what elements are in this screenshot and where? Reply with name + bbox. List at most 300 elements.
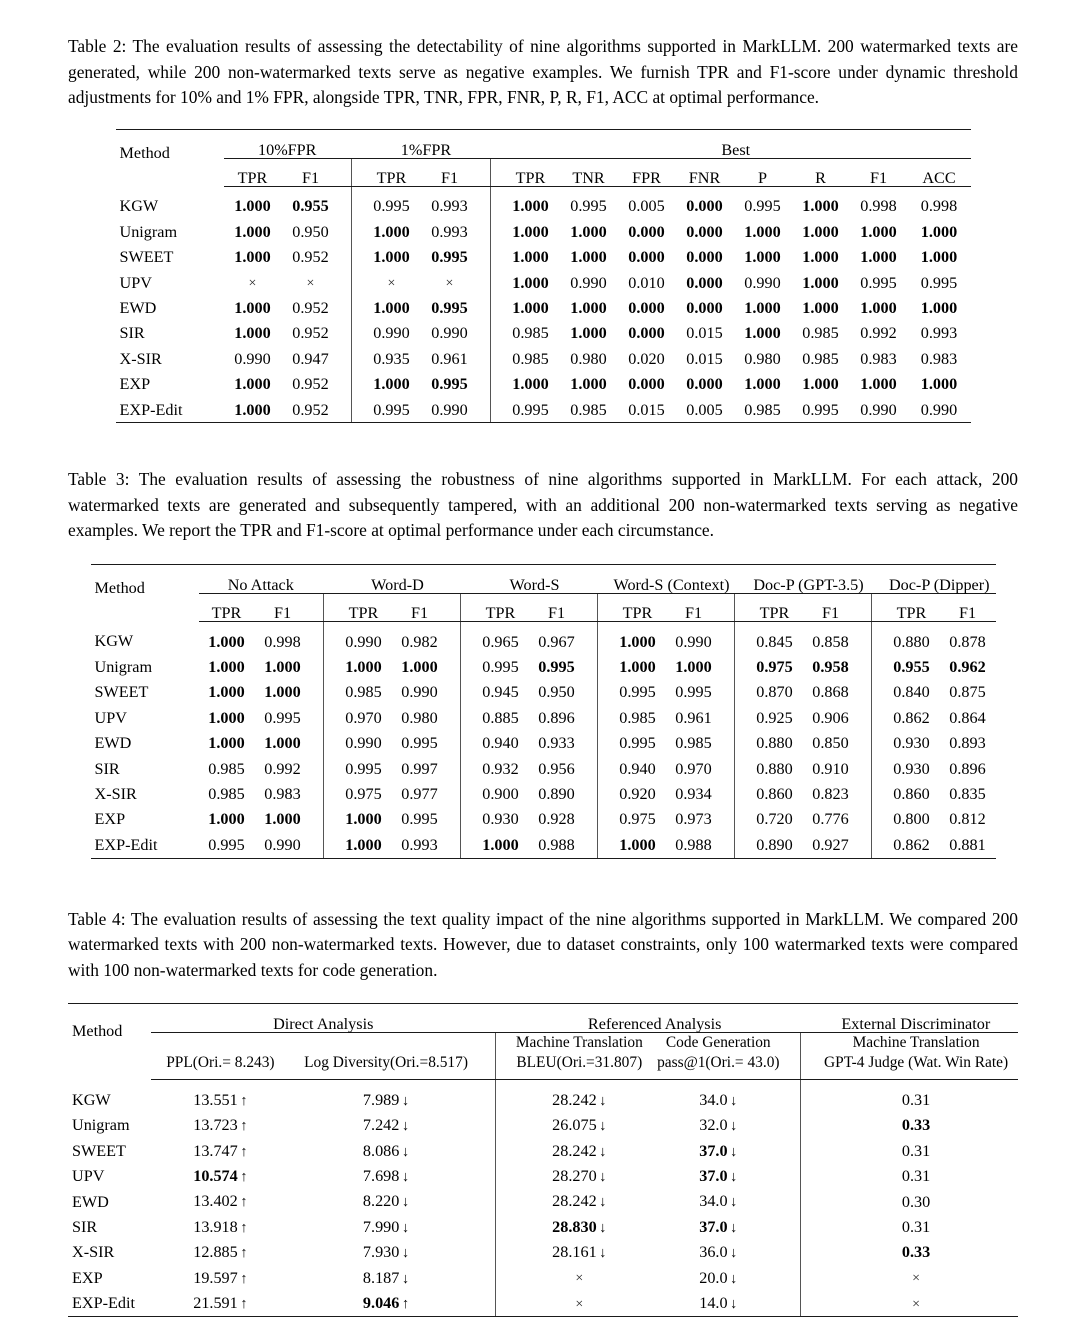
table-cell: 0.890 bbox=[734, 832, 803, 858]
table-cell: 0.31 bbox=[801, 1164, 1018, 1189]
table-row bbox=[116, 219, 971, 244]
row-method-label: EWD bbox=[72, 1192, 109, 1211]
table-cell: 0.995 bbox=[264, 708, 301, 727]
table-row bbox=[68, 1291, 1018, 1317]
table-cell: 9.046 ↑ bbox=[290, 1291, 496, 1317]
table2-body bbox=[116, 129, 971, 186]
table-cell: 0.995 bbox=[460, 654, 529, 679]
table-cell: 0.955 bbox=[871, 654, 940, 679]
table3-caption: Table 3: The evaluation results of assessing the robustness of nine algorithms supported in MarkLLM. For each attack, 200 watermarked texts are generated and subsequently tampered, with an additional 200 non-watermarked texts serving as negative examples. We report the TPR and F1-score at optimal performance under each circumstance. bbox=[68, 469, 1018, 541]
table-cell: 0.015 bbox=[686, 324, 723, 343]
table-cell: 0.998 bbox=[920, 197, 958, 216]
table2-subheader-f1-best: F1 bbox=[850, 158, 908, 186]
row-method-label: EXP-Edit bbox=[91, 832, 199, 858]
table-cell: 28.270 ↓ bbox=[496, 1164, 650, 1189]
row-method-label: UPV bbox=[94, 708, 127, 727]
table-cell: 0.975 bbox=[734, 654, 803, 679]
table-cell: 0.005 bbox=[628, 197, 665, 216]
table-cell: 1.000 bbox=[860, 248, 897, 267]
table-row bbox=[91, 705, 996, 730]
table-cell: 0.928 bbox=[538, 810, 575, 829]
arrow-up-icon: ↑ bbox=[240, 1270, 248, 1287]
table-row bbox=[68, 1138, 1018, 1163]
table-cell: 21.591 ↑ bbox=[151, 1291, 290, 1317]
table4-subheader-mt-line2: BLEU(Ori.=31.807) bbox=[516, 1054, 643, 1072]
table-cell: 0.955 bbox=[292, 197, 329, 216]
table4-subheader-cg-line2: pass@1(Ori.= 43.0) bbox=[657, 1054, 780, 1072]
table-cell: 1.000 bbox=[802, 222, 839, 241]
table-cell: 0.935 bbox=[351, 346, 421, 371]
table-cell: 34.0 ↓ bbox=[699, 1192, 738, 1211]
table-row bbox=[91, 680, 996, 705]
table-cell: 0.000 bbox=[628, 248, 665, 267]
table-cell: 0.952 bbox=[292, 298, 329, 317]
table-cell: 1.000 bbox=[490, 270, 560, 295]
table2-subheader-f1-10fpr: F1 bbox=[282, 158, 352, 186]
table-cell: 1.000 bbox=[860, 375, 897, 394]
table3-sub-header-row bbox=[91, 594, 996, 622]
table-cell: 28.830 ↓ bbox=[496, 1214, 650, 1239]
table-cell: 1.000 bbox=[744, 298, 781, 317]
table-cell: 28.242 ↓ bbox=[496, 1138, 650, 1163]
table-cell: 0.995 bbox=[538, 658, 575, 677]
table4-caption: Table 4: The evaluation results of assessing the text quality impact of the nine algorithms supported in MarkLLM. We compared 200 watermarked texts with 200 non-watermarked texts. However, due to dataset constraints, only 100 watermarked texts were compared with 100 non-watermarked texts for code generation. bbox=[68, 908, 1018, 980]
table4-subheader-logdiv-line2: Log Diversity(Ori.=8.517) bbox=[304, 1054, 468, 1072]
table3-group-docp-dipper: Doc-P (Dipper) bbox=[871, 565, 996, 594]
table-cell: 34.0 ↓ bbox=[699, 1090, 738, 1109]
table-cell: 0.990 bbox=[323, 622, 392, 655]
table-cell: 0.990 bbox=[323, 731, 392, 756]
table4-group-external-discriminator: External Discriminator bbox=[801, 1004, 1018, 1033]
table-cell: 0.950 bbox=[538, 683, 575, 702]
table3-group-header-row bbox=[91, 565, 996, 594]
arrow-down-icon: ↓ bbox=[730, 1118, 738, 1135]
table-row bbox=[68, 1240, 1018, 1265]
row-method-label: SWEET bbox=[119, 248, 174, 267]
table4-group-referenced-analysis: Referenced Analysis bbox=[496, 1004, 801, 1033]
table-cell: 0.990 bbox=[234, 349, 271, 368]
row-method-label: EXP bbox=[72, 1268, 103, 1287]
table-cell: 1.000 bbox=[234, 375, 271, 394]
table4-subheader-gpt4-line1: Machine Translation bbox=[852, 1034, 980, 1052]
table-cell: 1.000 bbox=[570, 248, 607, 267]
table-cell: 0.995 bbox=[431, 298, 468, 317]
table-row bbox=[68, 1080, 1018, 1113]
table-cell: 1.000 bbox=[570, 298, 607, 317]
table-row bbox=[116, 346, 971, 371]
table-cell: 0.940 bbox=[597, 756, 666, 781]
table-row bbox=[91, 731, 996, 756]
table-cell: 0.965 bbox=[460, 622, 529, 655]
table-row bbox=[91, 832, 996, 858]
row-method-label: SIR bbox=[119, 324, 145, 343]
table4-subheader-machine-translation-bleu bbox=[496, 1033, 650, 1080]
table-cell: 1.000 bbox=[744, 248, 781, 267]
arrow-down-icon: ↓ bbox=[401, 1194, 410, 1211]
table-cell: 0.812 bbox=[949, 810, 986, 829]
table-cell: 0.858 bbox=[812, 632, 849, 651]
table3-group-no-attack: No Attack bbox=[199, 565, 324, 594]
arrow-down-icon: ↓ bbox=[730, 1194, 738, 1211]
table-cell: 20.0 ↓ bbox=[699, 1268, 738, 1287]
table-cell: 0.990 bbox=[401, 683, 438, 702]
table-cell: 0.982 bbox=[401, 632, 438, 651]
arrow-down-icon: ↓ bbox=[401, 1168, 410, 1185]
table-cell: 1.000 bbox=[920, 248, 958, 267]
row-method-label: KGW bbox=[119, 197, 159, 216]
arrow-down-icon: ↓ bbox=[730, 1270, 738, 1287]
table2-caption: Table 2: The evaluation results of assessing the detectability of nine algorithms supported in MarkLLM. 200 watermarked texts are generated, while 200 non-watermarked texts serve as negative examples. We furnish TPR and F1-score under dynamic threshold adjustments for 10% and 1% FPR, alongside TPR, TNR, FPR, FNR, P, R, F1, ACC at optimal performance. bbox=[68, 36, 1018, 108]
table-cell: 0.985 bbox=[208, 785, 245, 804]
table-cell: × bbox=[351, 270, 421, 295]
table-cell: 0.958 bbox=[812, 658, 849, 677]
table-cell: 0.896 bbox=[949, 759, 986, 778]
row-method-label: SWEET bbox=[72, 1141, 126, 1160]
table-cell: 1.000 bbox=[264, 810, 301, 829]
table-cell: 1.000 bbox=[570, 324, 607, 343]
row-method-label: SIR bbox=[72, 1217, 98, 1236]
table4-subheader-code-generation bbox=[649, 1033, 800, 1080]
table-row bbox=[116, 295, 971, 320]
table-cell: 0.995 bbox=[860, 273, 897, 292]
table-row bbox=[116, 321, 971, 346]
table2-subheader-acc: ACC bbox=[908, 158, 971, 186]
table-cell: 0.995 bbox=[431, 375, 468, 394]
table-cell: 7.242 ↓ bbox=[362, 1116, 410, 1135]
table-cell: 8.187 ↓ bbox=[362, 1268, 410, 1287]
table4-header bbox=[68, 1004, 1018, 1080]
table-cell: 0.33 bbox=[801, 1240, 1018, 1265]
arrow-down-icon: ↓ bbox=[401, 1219, 410, 1236]
table-cell: 1.000 bbox=[323, 807, 392, 832]
table-cell: 0.823 bbox=[812, 785, 849, 804]
row-method-label: KGW bbox=[94, 632, 134, 651]
table3-subheader-tpr-4: TPR bbox=[597, 594, 666, 622]
table-cell: 13.918 ↑ bbox=[193, 1217, 248, 1236]
table-cell: 0.997 bbox=[401, 759, 438, 778]
table-row bbox=[116, 245, 971, 270]
table-cell: 1.000 bbox=[208, 683, 245, 702]
table-cell: 0.880 bbox=[734, 756, 803, 781]
table-cell: × bbox=[801, 1291, 1018, 1317]
table-row bbox=[68, 1265, 1018, 1290]
table-cell: 26.075 ↓ bbox=[496, 1113, 650, 1138]
table2-subheader-tnr: TNR bbox=[560, 158, 618, 186]
table3-subheader-f1-4: F1 bbox=[666, 594, 735, 622]
table-cell: 0.945 bbox=[460, 680, 529, 705]
table-cell: 1.000 bbox=[401, 658, 438, 677]
table-cell: 0.000 bbox=[686, 248, 723, 267]
table-cell: 1.000 bbox=[744, 324, 781, 343]
table-cell: 0.993 bbox=[431, 222, 468, 241]
table-row bbox=[68, 1113, 1018, 1138]
row-method-label: EXP-Edit bbox=[68, 1291, 151, 1317]
table-row bbox=[116, 397, 971, 423]
table-cell: 1.000 bbox=[351, 372, 421, 397]
row-method-label: UPV bbox=[72, 1167, 105, 1186]
table2-data-rows bbox=[116, 186, 971, 423]
table3-group-word-s-context: Word-S (Context) bbox=[597, 565, 734, 594]
arrow-down-icon: ↓ bbox=[401, 1118, 410, 1135]
table4-sub-header-row bbox=[68, 1033, 1018, 1080]
arrow-up-icon: ↑ bbox=[401, 1295, 410, 1312]
table-cell: 0.010 bbox=[628, 273, 665, 292]
table2-subheader-tpr-10fpr: TPR bbox=[224, 158, 282, 186]
table4-subheader-log-diversity bbox=[290, 1033, 496, 1080]
table-cell: 0.000 bbox=[686, 298, 723, 317]
table3-subheader-f1-6: F1 bbox=[940, 594, 996, 622]
table-cell: 0.990 bbox=[675, 632, 712, 651]
table-cell: 1.000 bbox=[597, 622, 666, 655]
table-cell: 36.0 ↓ bbox=[699, 1243, 738, 1262]
table-cell: 1.000 bbox=[570, 375, 607, 394]
table-cell: 0.880 bbox=[871, 622, 940, 655]
table-cell: 1.000 bbox=[802, 248, 839, 267]
table-cell: 0.896 bbox=[538, 708, 575, 727]
table-cell: 0.995 bbox=[401, 810, 438, 829]
table-cell: 0.720 bbox=[734, 807, 803, 832]
row-method-label: EXP bbox=[94, 810, 126, 829]
table-cell: 0.998 bbox=[264, 632, 301, 651]
table-cell: 0.927 bbox=[803, 832, 872, 858]
arrow-up-icon: ↑ bbox=[240, 1295, 248, 1312]
table-cell: 1.000 bbox=[920, 222, 958, 241]
table-cell: 1.000 bbox=[208, 810, 245, 829]
row-method-label: UPV bbox=[119, 273, 152, 292]
table-cell: 0.880 bbox=[734, 731, 803, 756]
table-cell: 1.000 bbox=[860, 222, 897, 241]
table-cell: 0.900 bbox=[460, 781, 529, 806]
table-cell: 0.933 bbox=[538, 734, 575, 753]
table-cell: 14.0 ↓ bbox=[649, 1291, 800, 1317]
table-cell: 1.000 bbox=[264, 734, 301, 753]
table-cell: 0.995 bbox=[431, 248, 468, 267]
table-cell: 1.000 bbox=[351, 245, 421, 270]
arrow-down-icon: ↓ bbox=[599, 1143, 607, 1160]
table-row bbox=[116, 372, 971, 397]
table4 bbox=[68, 1003, 1018, 1317]
table2-subheader-fnr: FNR bbox=[676, 158, 734, 186]
table-cell: 1.000 bbox=[490, 372, 560, 397]
table-cell: 1.000 bbox=[490, 186, 560, 219]
row-method-label: EWD bbox=[94, 734, 132, 753]
table-cell: 1.000 bbox=[264, 658, 301, 677]
arrow-down-icon: ↓ bbox=[599, 1092, 607, 1109]
table3-subheader-f1-2: F1 bbox=[392, 594, 461, 622]
row-method-label: X-SIR bbox=[94, 785, 137, 804]
table-cell: 0.985 bbox=[208, 759, 245, 778]
table-cell: 0.990 bbox=[908, 397, 971, 423]
arrow-down-icon: ↓ bbox=[730, 1143, 738, 1160]
table-cell: 1.000 bbox=[860, 298, 897, 317]
table-row bbox=[68, 1189, 1018, 1214]
table-cell: × bbox=[445, 276, 454, 292]
table3 bbox=[91, 564, 996, 859]
table-cell: 0.985 bbox=[490, 321, 560, 346]
arrow-up-icon: ↑ bbox=[240, 1245, 248, 1262]
table-cell: 1.000 bbox=[802, 273, 839, 292]
arrow-down-icon: ↓ bbox=[599, 1118, 607, 1135]
table-cell: 0.850 bbox=[812, 734, 849, 753]
table4-data-rows bbox=[68, 1080, 1018, 1317]
arrow-down-icon: ↓ bbox=[730, 1295, 738, 1312]
arrow-down-icon: ↓ bbox=[401, 1245, 410, 1262]
table-cell: 1.000 bbox=[234, 324, 271, 343]
table-cell: 37.0 ↓ bbox=[699, 1217, 738, 1236]
table-cell: 1.000 bbox=[490, 219, 560, 244]
table-cell: 0.910 bbox=[812, 759, 849, 778]
table-cell: 10.574 ↑ bbox=[193, 1166, 248, 1185]
arrow-down-icon: ↓ bbox=[401, 1270, 410, 1287]
table4-container bbox=[68, 1003, 1018, 1317]
table2-sub-header-row bbox=[116, 158, 971, 186]
row-method-label: KGW bbox=[72, 1090, 111, 1109]
table-cell: 0.985 bbox=[490, 346, 560, 371]
table-cell: 28.161 ↓ bbox=[496, 1240, 650, 1265]
table-cell: 0.995 bbox=[570, 197, 607, 216]
table3-container bbox=[68, 564, 1018, 859]
table-cell: 0.000 bbox=[628, 222, 665, 241]
table-cell: 0.005 bbox=[676, 397, 734, 423]
table3-subheader-tpr-3: TPR bbox=[460, 594, 529, 622]
table-cell: 1.000 bbox=[744, 375, 781, 394]
table-cell: 0.934 bbox=[675, 785, 712, 804]
table-cell: × bbox=[248, 276, 257, 292]
table-cell: 0.990 bbox=[351, 321, 421, 346]
table4-subheader-gpt4-line2: GPT-4 Judge (Wat. Win Rate) bbox=[824, 1054, 1009, 1072]
table-cell: 1.000 bbox=[920, 375, 958, 394]
table-cell: 32.0 ↓ bbox=[699, 1116, 738, 1135]
arrow-down-icon: ↓ bbox=[599, 1245, 607, 1262]
table-cell: 0.31 bbox=[801, 1138, 1018, 1163]
table2 bbox=[116, 129, 971, 424]
table2-subheader-p: P bbox=[734, 158, 792, 186]
table-cell: 1.000 bbox=[264, 683, 301, 702]
table-cell: 0.930 bbox=[460, 807, 529, 832]
table-cell: 1.000 bbox=[460, 832, 529, 858]
table-cell: 1.000 bbox=[224, 397, 282, 423]
table4-method-header: Method bbox=[68, 1004, 151, 1080]
table-cell: 0.776 bbox=[812, 810, 849, 829]
table-cell: 0.985 bbox=[597, 705, 666, 730]
table-cell: 0.878 bbox=[949, 632, 986, 651]
table-cell: 7.990 ↓ bbox=[362, 1217, 410, 1236]
arrow-down-icon: ↓ bbox=[599, 1219, 607, 1236]
table2-group-best: Best bbox=[490, 129, 971, 158]
arrow-down-icon: ↓ bbox=[401, 1092, 410, 1109]
table2-subheader-tpr-best: TPR bbox=[490, 158, 560, 186]
table-cell: 1.000 bbox=[208, 658, 245, 677]
row-method-label: EWD bbox=[119, 298, 157, 317]
table2-subheader-fpr: FPR bbox=[618, 158, 676, 186]
table-cell: 0.992 bbox=[860, 324, 897, 343]
table-cell: 0.990 bbox=[431, 324, 468, 343]
table-cell: 0.995 bbox=[920, 273, 958, 292]
table-cell: 0.906 bbox=[812, 708, 849, 727]
table4-subheader-mt-line1: Machine Translation bbox=[515, 1034, 643, 1052]
table-cell: 0.940 bbox=[460, 731, 529, 756]
table-cell: 0.930 bbox=[871, 756, 940, 781]
table-row bbox=[68, 1164, 1018, 1189]
arrow-down-icon: ↓ bbox=[730, 1092, 738, 1109]
table-cell: 1.000 bbox=[234, 248, 271, 267]
table-cell: 13.747 ↑ bbox=[193, 1141, 248, 1160]
table3-subheader-tpr-1: TPR bbox=[199, 594, 255, 622]
table-cell: 0.983 bbox=[860, 349, 897, 368]
table-cell: 1.000 bbox=[802, 375, 839, 394]
table-cell: 7.989 ↓ bbox=[362, 1090, 410, 1109]
table4-group-direct-analysis: Direct Analysis bbox=[151, 1004, 496, 1033]
table-cell: 1.000 bbox=[208, 632, 245, 651]
table-cell: 0.995 bbox=[792, 397, 850, 423]
table-cell: 1.000 bbox=[597, 832, 666, 858]
table-cell: 0.995 bbox=[490, 397, 560, 423]
table-cell: 13.723 ↑ bbox=[193, 1116, 248, 1135]
table-cell: × bbox=[496, 1291, 650, 1317]
table-cell: 0.864 bbox=[949, 708, 986, 727]
table3-data-rows bbox=[91, 622, 996, 859]
table2-group-1fpr: 1%FPR bbox=[351, 129, 490, 158]
table-cell: 1.000 bbox=[802, 197, 839, 216]
table-cell: 0.31 bbox=[801, 1214, 1018, 1239]
table-cell: 0.840 bbox=[871, 680, 940, 705]
table-cell: 0.967 bbox=[538, 632, 575, 651]
table-cell: 0.920 bbox=[597, 781, 666, 806]
row-method-label: Unigram bbox=[94, 658, 153, 677]
table-cell: 0.930 bbox=[871, 731, 940, 756]
table-cell: 0.985 bbox=[802, 349, 839, 368]
table-cell: 0.988 bbox=[666, 832, 735, 858]
table-cell: 0.973 bbox=[675, 810, 712, 829]
table-cell: 1.000 bbox=[597, 654, 666, 679]
table-cell: 0.845 bbox=[734, 622, 803, 655]
table-cell: 0.862 bbox=[871, 832, 940, 858]
table4-subheader-gpt4-judge bbox=[801, 1033, 1018, 1080]
table3-header bbox=[91, 565, 996, 622]
arrow-up-icon: ↑ bbox=[240, 1118, 248, 1135]
table-cell: 0.995 bbox=[323, 756, 392, 781]
table4-subheader-ppl bbox=[151, 1033, 290, 1080]
table-cell: 0.975 bbox=[323, 781, 392, 806]
table-row bbox=[116, 186, 971, 219]
table-cell: 37.0 ↓ bbox=[699, 1166, 738, 1185]
table-cell: 0.995 bbox=[199, 832, 255, 858]
table-cell: 1.000 bbox=[920, 298, 958, 317]
table4-group-header-row bbox=[68, 1004, 1018, 1033]
table-cell: 0.893 bbox=[949, 734, 986, 753]
table-cell: 0.983 bbox=[920, 349, 958, 368]
table-cell: 0.875 bbox=[949, 683, 986, 702]
table-cell: 0.993 bbox=[392, 832, 461, 858]
table-cell: 0.31 bbox=[801, 1080, 1018, 1113]
table-row bbox=[91, 654, 996, 679]
table-cell: 1.000 bbox=[675, 658, 712, 677]
row-method-label: EXP-Edit bbox=[116, 397, 224, 423]
arrow-up-icon: ↑ bbox=[240, 1143, 248, 1160]
table-cell: 1.000 bbox=[744, 222, 781, 241]
table-cell: 0.988 bbox=[529, 832, 598, 858]
table-cell: 1.000 bbox=[570, 222, 607, 241]
table3-subheader-tpr-5: TPR bbox=[734, 594, 803, 622]
table3-subheader-f1-3: F1 bbox=[529, 594, 598, 622]
table-cell: 0.925 bbox=[734, 705, 803, 730]
row-method-label: SWEET bbox=[94, 683, 149, 702]
table-cell: 0.000 bbox=[686, 222, 723, 241]
table-row bbox=[91, 781, 996, 806]
table-cell: 0.885 bbox=[460, 705, 529, 730]
table-cell: 0.952 bbox=[282, 397, 352, 423]
table-cell: 0.860 bbox=[734, 781, 803, 806]
